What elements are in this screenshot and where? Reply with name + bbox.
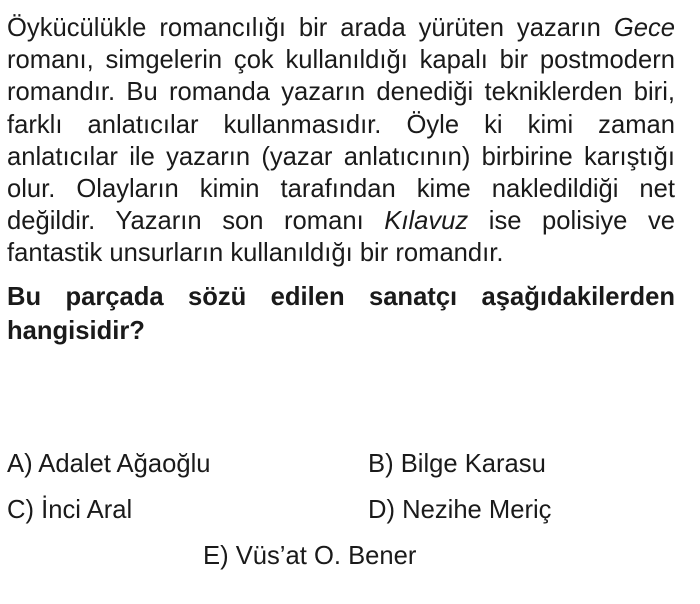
passage-part-2: romanı, simgelerin çok kullanıldığı kapalı bir postmodern romandır. Bu romanda yazarın denediği tekniklerden biri, farklı anlatıcılar kullanmasıdır. Öyle ki kimi zaman anlatıcılar ile yazarın (yazar anlatıcının) birbirine karıştığı olur. Olayların kimin tarafından kime nakledildiği net değildir. Yazarın son romanı [7,46,675,236]
option-e[interactable]: E) Vüs’at O. Bener [203,542,417,570]
passage-part-1: Öykücülükle romancılığı bir arada yürüten yazarın [7,14,614,42]
option-b[interactable]: B) Bilge Karasu [368,450,546,478]
passage-text [7,12,675,270]
novel-title-gece: Gece [613,14,675,42]
question-block [7,12,675,348]
passage-part-3: ise polisiye ve fantastik unsurların kullanıldığı bir romandır. [7,207,676,268]
option-c[interactable]: C) İnci Aral [7,496,133,524]
question-stem: Bu parçada sözü edilen sanatçı aşağıdakilerden hangisidir? [7,282,675,345]
novel-title-kilavuz: Kılavuz [384,207,469,236]
option-d[interactable]: D) Nezihe Meriç [368,496,552,524]
option-a[interactable]: A) Adalet Ağaoğlu [7,450,211,478]
